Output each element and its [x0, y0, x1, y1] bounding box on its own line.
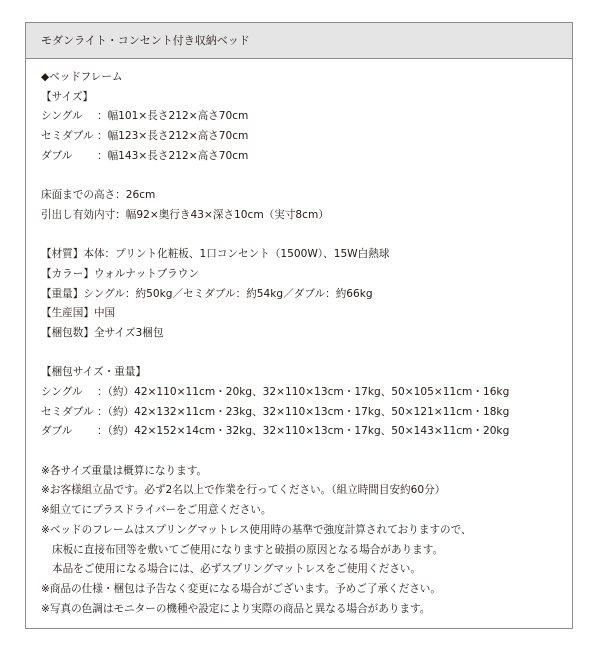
spacer [41, 166, 572, 186]
size-value: ：幅123×長さ212×高さ70cm [97, 130, 249, 143]
drawer-size: 引出し有効内寸：幅92×奥行き43×深さ10cm（実寸8cm） [41, 208, 329, 221]
size-row-double [41, 147, 572, 167]
note-item: ※商品の仕様・梱包は予告なく変更になる場合がございます。予めご了承ください。 [41, 582, 441, 595]
size-value: ：幅101×長さ212×高さ70cm [97, 110, 249, 123]
note-item: 床板に直接布団等を敷いてご使用になりますと破損の原因となる場合があります。 [52, 543, 444, 556]
spec-body [26, 59, 572, 619]
note-item: ※ベッドのフレームはスプリングマットレス使用時の基準で強度計算されておりますので、 [41, 523, 472, 536]
spec-title: モダンライト・コンセント付き収納ベッド [26, 23, 572, 59]
packing-value: ：（約）42×132×11cm・23kg、32×110×13cm・17kg、50×121×11cm・18kg [97, 405, 510, 418]
packing-value: ：（約）42×152×14cm・32kg、32×110×13cm・17kg、50×143×11cm・20kg [97, 425, 510, 438]
packing-value: ：（約）42×110×11cm・20kg、32×110×13cm・17kg、50×105×11cm・16kg [97, 386, 510, 398]
spacer [41, 344, 572, 364]
note-item: ※組立てにプラスドライバーをご用意ください。 [41, 504, 272, 517]
floor-height: 床面までの高さ：26cm [41, 189, 156, 202]
size-row-semidouble [41, 127, 572, 147]
color: 【カラー】ウォルナットブラウン [41, 267, 199, 280]
packing-heading: 【梱包サイズ・重量】 [41, 366, 147, 379]
packing-label: セミダブル [41, 405, 94, 418]
size-value: ：幅143×長さ212×高さ70cm [97, 149, 249, 162]
note-item: ※写真の色調はモニターの機種や設定により実際の商品と異なる場合があります。 [41, 602, 431, 615]
size-label: シングル [41, 110, 83, 123]
note-item: 本品をご使用になる場合には、必ずスプリングマットレスをご使用ください。 [52, 563, 421, 576]
spacer [41, 442, 572, 462]
spec-panel [25, 22, 573, 629]
packing-label: シングル [41, 386, 83, 398]
weight: 【重量】シングル：約50kg／セミダブル：約54kg／ダブル：約66kg [41, 287, 373, 300]
size-row-single [41, 107, 572, 127]
package-count: 【梱包数】全サイズ3梱包 [41, 326, 164, 339]
packing-label: ダブル [41, 425, 73, 438]
packing-row-semidouble [41, 403, 572, 423]
spacer [41, 226, 572, 246]
origin: 【生産国】中国 [41, 307, 116, 320]
frame-heading: ◆ベッドフレーム [41, 71, 123, 83]
size-heading: 【サイズ】 [41, 90, 94, 103]
packing-row-double [41, 422, 572, 442]
size-label: セミダブル [41, 130, 94, 143]
packing-row-single [41, 383, 572, 403]
material: 【材質】本体：プリント化粧板、1口コンセント（1500W）、15W白熱球 [41, 248, 390, 261]
size-label: ダブル [41, 149, 73, 162]
note-item: ※お客様組立品です。必ず2名以上で作業を行ってください。（組立時間目安約60分） [41, 484, 446, 497]
note-item: ※各サイズ重量は概算になります。 [41, 464, 208, 477]
